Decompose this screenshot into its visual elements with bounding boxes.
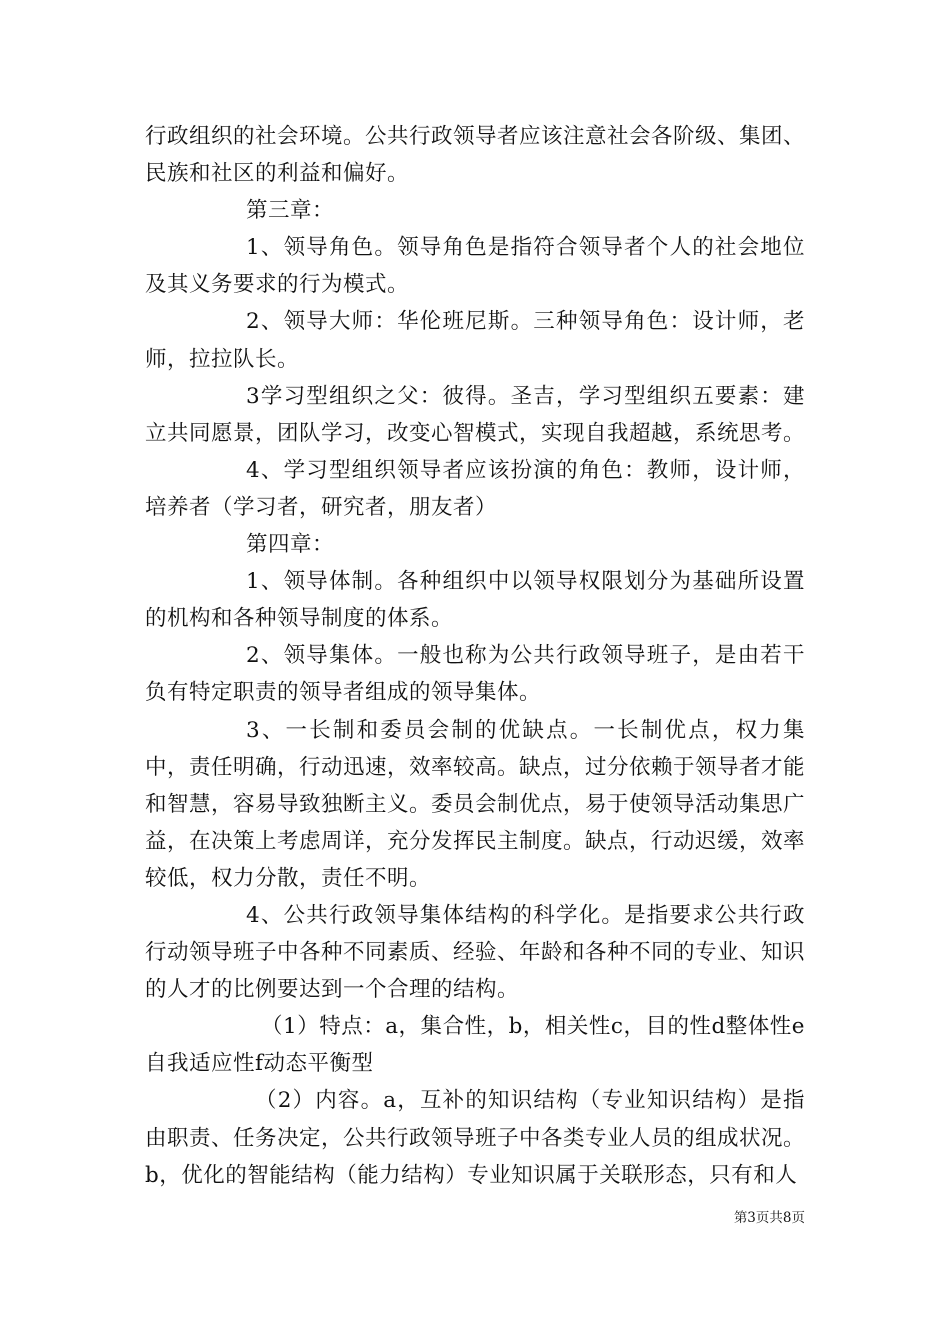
paragraph: 4、公共行政领导集体结构的科学化。是指要求公共行政行动领导班子中各种不同素质、经验、年龄和各种不同的专业、知识的人才的比例要达到一个合理的结构。 bbox=[145, 902, 806, 1003]
chapter-heading: 第四章： bbox=[246, 532, 335, 558]
paragraph: （1）特点：a，集合性，b，相关性c，目的性d整体性e自我适应性f动态平衡型 bbox=[145, 1014, 805, 1077]
paragraph: （2）内容。a，互补的知识结构（专业知识结构）是指由职责、任务决定，公共行政领导班子中各类专业人员的组成状况。b，优化的智能结构（能力结构）专业知识属于关联形态，只有和人 bbox=[145, 1088, 806, 1188]
paragraph: 3学习型组织之父：彼得。圣吉，学习型组织五要素：建立共同愿景，团队学习，改变心智模式，实现自我超越，系统思考。 bbox=[145, 383, 806, 446]
paragraph: 1、领导体制。各种组织中以领导权限划分为基础所设置的机构和各种领导制度的体系。 bbox=[145, 569, 805, 632]
chapter-heading: 第三章： bbox=[246, 198, 335, 224]
paragraph: 2、领导大师：华伦班尼斯。三种领导角色：设计师，老师，拉拉队长。 bbox=[145, 309, 805, 372]
paragraph: 4、学习型组织领导者应该扮演的角色：教师，设计师，培养者（学习者，研究者，朋友者） bbox=[145, 457, 805, 520]
body-text bbox=[145, 118, 805, 1194]
page-number: 第3页共8页 bbox=[733, 1210, 805, 1226]
paragraph: 行政组织的社会环境。公共行政领导者应该注意社会各阶级、集团、民族和社区的利益和偏好。 bbox=[145, 124, 806, 187]
paragraph: 2、领导集体。一般也称为公共行政领导班子，是由若干负有特定职责的领导者组成的领导集体。 bbox=[145, 643, 805, 706]
paragraph: 3、一长制和委员会制的优缺点。一长制优点，权力集中，责任明确，行动迅速，效率较高。缺点，过分依赖于领导者才能和智慧，容易导致独断主义。委员会制优点，易于使领导活动集思广益，在决策上考虑周详，充分发挥民主制度。缺点，行动迟缓，效率较低，权力分散，责任不明。 bbox=[145, 717, 806, 891]
paragraph: 1、领导角色。领导角色是指符合领导者个人的社会地位及其义务要求的行为模式。 bbox=[145, 235, 805, 298]
